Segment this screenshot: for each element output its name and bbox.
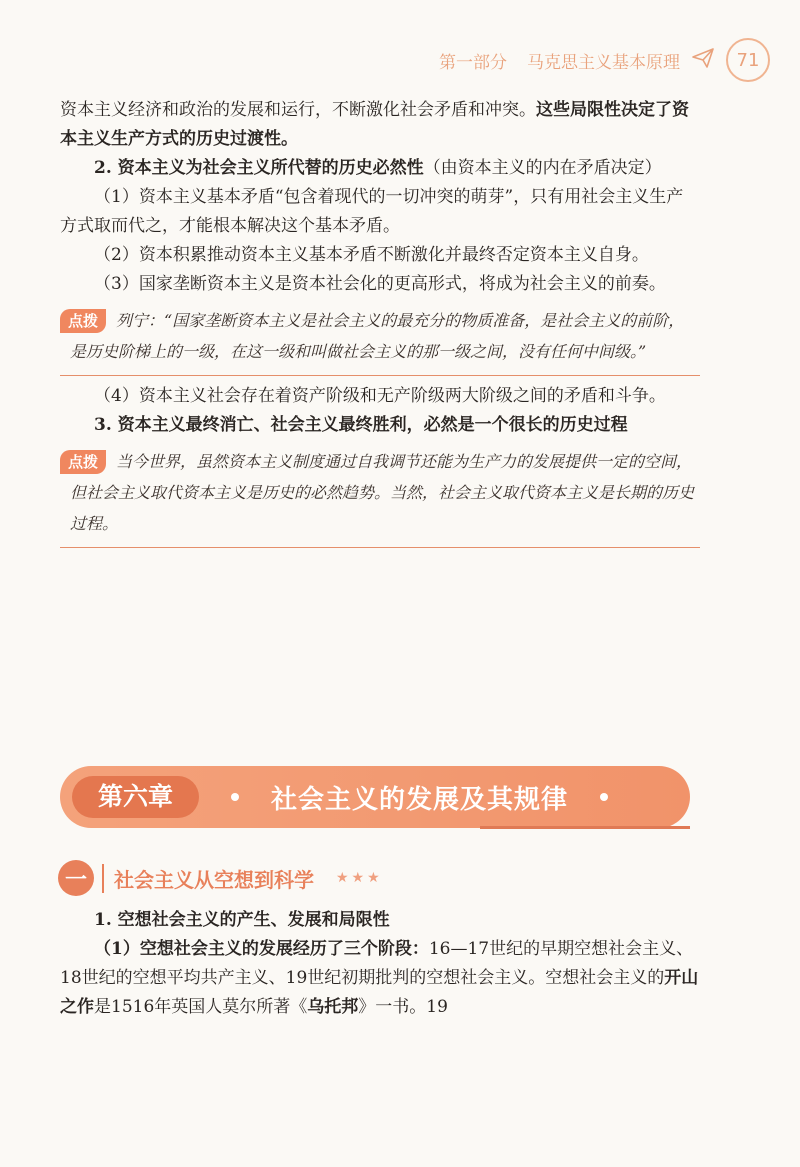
tip-badge: 点拨 — [60, 309, 106, 333]
item-1: （1）资本主义基本矛盾“包含着现代的一切冲突的萌芽”，只有用社会主义生产方式取而代之，才能根本解决这个基本矛盾。 — [60, 187, 684, 236]
tip-text: 列宁：“国家垄断资本主义是社会主义的最充分的物质准备，是社会主义的前阶，是历史阶梯上的一级，在这一级和叫做社会主义的那一级之间，没有任何中间级。” — [70, 311, 685, 361]
page-number: 71 — [726, 38, 770, 82]
chapter-label: 第六章 — [72, 776, 199, 818]
paragraph: 资本主义经济和政治的发展和运行，不断激化社会矛盾和冲突。这些局限性决定了资本主义生产方式的历史过渡性。 — [60, 100, 689, 149]
part-label: 第一部分 — [439, 52, 507, 73]
heading-1: 1. 空想社会主义的产生、发展和局限性 — [94, 910, 390, 930]
section-number: 一 — [58, 860, 94, 896]
dot-icon — [231, 793, 239, 801]
section-title: 社会主义从空想到科学 — [102, 864, 314, 893]
main-text — [60, 96, 700, 554]
part-title: 马克思主义基本原理 — [527, 52, 680, 73]
item-3: （3）国家垄断资本主义是资本社会化的更高形式，将成为社会主义的前奏。 — [94, 274, 666, 294]
section-heading — [58, 858, 383, 898]
tip-badge: 点拨 — [60, 450, 106, 474]
star-rating-icon: ★★★ — [336, 870, 383, 886]
section-text — [60, 906, 700, 1022]
chapter-banner — [60, 766, 690, 828]
paper-plane-icon — [692, 48, 714, 73]
heading-2: 2. 资本主义为社会主义所代替的历史必然性（由资本主义的内在矛盾决定） — [94, 158, 662, 178]
divider — [480, 826, 690, 829]
heading-3: 3. 资本主义最终消亡、社会主义最终胜利，必然是一个很长的历史过程 — [94, 415, 628, 435]
chapter-title: 社会主义的发展及其规律 — [271, 784, 569, 815]
item-4: （4）资本主义社会存在着资产阶级和无产阶级两大阶级之间的矛盾和斗争。 — [94, 386, 666, 406]
tip-box — [60, 303, 700, 376]
page-header — [439, 38, 770, 82]
item-2: （2）资本积累推动资本主义基本矛盾不断激化并最终否定资本主义自身。 — [94, 245, 649, 265]
dot-icon — [600, 793, 608, 801]
tip-box — [60, 444, 700, 548]
paragraph: （1）空想社会主义的发展经历了三个阶段：16—17世纪的早期空想社会主义、18世纪的空想平均共产主义、19世纪初期批判的空想社会主义。空想社会主义的开山之作是1516年英国人莫尔所著《乌托邦》一书。19 — [60, 939, 699, 1017]
tip-text: 当今世界，虽然资本主义制度通过自我调节还能为生产力的发展提供一定的空间，但社会主义取代资本主义是历史的必然趋势。当然，社会主义取代资本主义是长期的历史过程。 — [70, 452, 695, 533]
